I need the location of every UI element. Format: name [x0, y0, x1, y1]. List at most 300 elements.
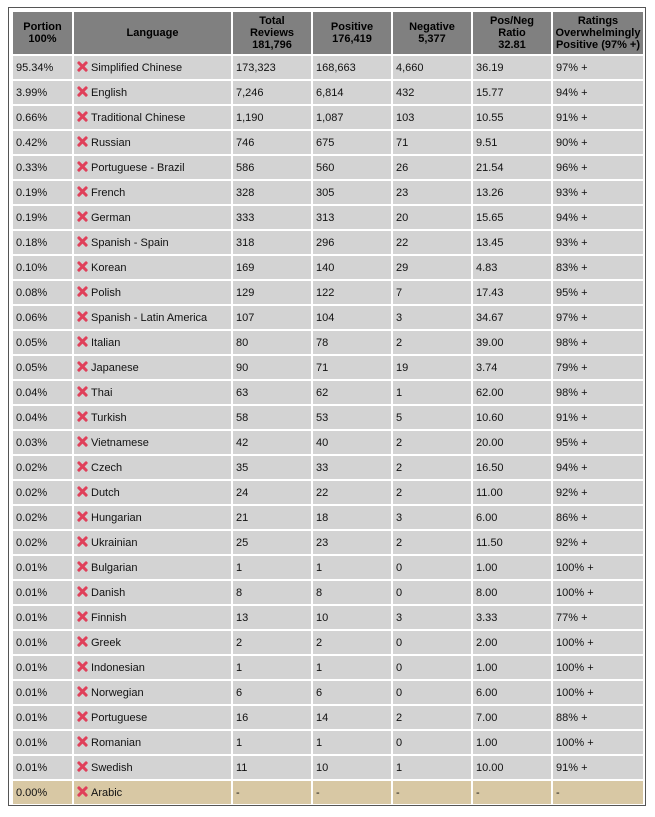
- cell-language: [74, 431, 231, 454]
- cell-rating: 88% +: [553, 706, 643, 729]
- cell-language: [74, 306, 231, 329]
- language-name: Ukrainian: [91, 537, 138, 549]
- column-header-text: 176,419: [332, 33, 372, 45]
- cell-negative: 0: [393, 581, 471, 604]
- language-name: Japanese: [91, 362, 139, 374]
- cell-rating: 100% +: [553, 656, 643, 679]
- table-row: [13, 606, 643, 629]
- cell-language: [74, 506, 231, 529]
- cell-ratio: 13.45: [473, 231, 551, 254]
- cell-total: 80: [233, 331, 311, 354]
- cell-language: [74, 781, 231, 804]
- cell-total: 1: [233, 731, 311, 754]
- cross-mark-icon: [77, 186, 88, 197]
- cell-rating: 94% +: [553, 206, 643, 229]
- cell-total: 16: [233, 706, 311, 729]
- cell-language: [74, 206, 231, 229]
- cell-positive: 14: [313, 706, 391, 729]
- cell-positive: 8: [313, 581, 391, 604]
- cell-negative: 3: [393, 506, 471, 529]
- cell-ratio: 8.00: [473, 581, 551, 604]
- cell-portion: 0.03%: [13, 431, 72, 454]
- table-row: [13, 381, 643, 404]
- cell-ratio: 4.83: [473, 256, 551, 279]
- cell-positive: 40: [313, 431, 391, 454]
- cell-negative: 0: [393, 681, 471, 704]
- cell-portion: 0.01%: [13, 706, 72, 729]
- cell-language: [74, 356, 231, 379]
- cell-rating: 98% +: [553, 331, 643, 354]
- cell-language: [74, 106, 231, 129]
- cell-language: [74, 731, 231, 754]
- cell-ratio: 11.50: [473, 531, 551, 554]
- cell-positive: 1: [313, 731, 391, 754]
- table-row: [13, 206, 643, 229]
- cell-rating: 93% +: [553, 231, 643, 254]
- cell-total: 21: [233, 506, 311, 529]
- cell-portion: 0.02%: [13, 456, 72, 479]
- cell-ratio: 13.26: [473, 181, 551, 204]
- cell-language: [74, 706, 231, 729]
- cross-mark-icon: [77, 711, 88, 722]
- cell-rating: 95% +: [553, 281, 643, 304]
- cell-language: [74, 581, 231, 604]
- cell-positive: 296: [313, 231, 391, 254]
- table-row: [13, 56, 643, 79]
- language-name: Arabic: [91, 787, 123, 799]
- cell-total: 8: [233, 581, 311, 604]
- cell-positive: 2: [313, 631, 391, 654]
- cell-positive: 10: [313, 756, 391, 779]
- cell-portion: 0.19%: [13, 181, 72, 204]
- cell-portion: 0.01%: [13, 581, 72, 604]
- cell-positive: 1: [313, 656, 391, 679]
- language-name: Turkish: [91, 412, 127, 424]
- column-header-text: 32.81: [498, 39, 526, 51]
- cell-rating: 90% +: [553, 131, 643, 154]
- column-header-text: Portion: [23, 21, 62, 33]
- column-header-text: Language: [126, 27, 179, 39]
- cross-mark-icon: [77, 636, 88, 647]
- language-name: Italian: [91, 337, 121, 349]
- cell-positive: 104: [313, 306, 391, 329]
- column-header-portion[interactable]: [13, 12, 72, 54]
- cell-portion: 0.19%: [13, 206, 72, 229]
- cross-mark-icon: [77, 486, 88, 497]
- table-row: [13, 356, 643, 379]
- language-reviews-panel: [8, 7, 646, 806]
- cell-rating: 91% +: [553, 406, 643, 429]
- cell-rating: 98% +: [553, 381, 643, 404]
- table-row: [13, 406, 643, 429]
- language-name: French: [91, 187, 126, 199]
- cell-positive: 18: [313, 506, 391, 529]
- table-row: [13, 681, 643, 704]
- table-row: [13, 106, 643, 129]
- cell-ratio: 2.00: [473, 631, 551, 654]
- column-header-text: 100%: [28, 33, 57, 45]
- cell-portion: 95.34%: [13, 56, 72, 79]
- language-name: Romanian: [91, 737, 142, 749]
- cell-positive: 6,814: [313, 81, 391, 104]
- cell-rating: 77% +: [553, 606, 643, 629]
- cell-portion: 0.04%: [13, 381, 72, 404]
- cell-positive: -: [313, 781, 391, 804]
- cell-portion: 0.01%: [13, 681, 72, 704]
- table-row: [13, 156, 643, 179]
- cross-mark-icon: [77, 561, 88, 572]
- language-name: Korean: [91, 262, 127, 274]
- table-row: [13, 731, 643, 754]
- cell-total: 169: [233, 256, 311, 279]
- cell-rating: -: [553, 781, 643, 804]
- cell-portion: 0.02%: [13, 506, 72, 529]
- cell-language: [74, 231, 231, 254]
- cell-negative: 22: [393, 231, 471, 254]
- language-name: Traditional Chinese: [91, 112, 186, 124]
- cell-negative: 4,660: [393, 56, 471, 79]
- cell-portion: 0.01%: [13, 556, 72, 579]
- cell-language: [74, 681, 231, 704]
- cell-ratio: 16.50: [473, 456, 551, 479]
- cell-ratio: 39.00: [473, 331, 551, 354]
- cell-language: [74, 156, 231, 179]
- cell-negative: 2: [393, 456, 471, 479]
- cell-total: 333: [233, 206, 311, 229]
- cross-mark-icon: [77, 86, 88, 97]
- cell-rating: 94% +: [553, 456, 643, 479]
- cell-total: 129: [233, 281, 311, 304]
- language-name: Thai: [91, 387, 113, 399]
- cross-mark-icon: [77, 461, 88, 472]
- cell-language: [74, 281, 231, 304]
- cell-rating: 94% +: [553, 81, 643, 104]
- cell-positive: 71: [313, 356, 391, 379]
- language-name: Finnish: [91, 612, 127, 624]
- column-header-language[interactable]: [74, 12, 231, 54]
- cross-mark-icon: [77, 111, 88, 122]
- cell-ratio: 62.00: [473, 381, 551, 404]
- language-name: Indonesian: [91, 662, 145, 674]
- cell-rating: 83% +: [553, 256, 643, 279]
- cross-mark-icon: [77, 386, 88, 397]
- cell-portion: 0.01%: [13, 631, 72, 654]
- table-row: [13, 506, 643, 529]
- column-header-text: Positive (97% +): [555, 39, 641, 51]
- cross-mark-icon: [77, 261, 88, 272]
- cell-negative: 0: [393, 631, 471, 654]
- cell-language: [74, 56, 231, 79]
- cell-negative: 432: [393, 81, 471, 104]
- cell-negative: 1: [393, 381, 471, 404]
- cell-negative: 19: [393, 356, 471, 379]
- cell-total: 1,190: [233, 106, 311, 129]
- cell-rating: 100% +: [553, 681, 643, 704]
- table-row: [13, 531, 643, 554]
- cell-language: [74, 256, 231, 279]
- cell-rating: 96% +: [553, 156, 643, 179]
- table-row: [13, 431, 643, 454]
- cell-ratio: 36.19: [473, 56, 551, 79]
- cell-negative: 2: [393, 531, 471, 554]
- cell-portion: 0.02%: [13, 481, 72, 504]
- cell-language: [74, 381, 231, 404]
- column-header-text: 5,377: [418, 33, 446, 45]
- language-name: English: [91, 87, 128, 99]
- cell-rating: 91% +: [553, 106, 643, 129]
- language-reviews-table: [11, 10, 645, 806]
- language-name: Greek: [91, 637, 121, 649]
- cross-mark-icon: [77, 661, 88, 672]
- cell-portion: 0.05%: [13, 331, 72, 354]
- table-row: [13, 656, 643, 679]
- cell-rating: 95% +: [553, 431, 643, 454]
- cell-rating: 100% +: [553, 731, 643, 754]
- language-name: Czech: [91, 462, 123, 474]
- table-row: [13, 181, 643, 204]
- cell-ratio: 17.43: [473, 281, 551, 304]
- table-row: [13, 131, 643, 154]
- column-header-text: Reviews: [249, 27, 295, 39]
- cross-mark-icon: [77, 161, 88, 172]
- cell-total: 13: [233, 606, 311, 629]
- language-name: Dutch: [91, 487, 120, 499]
- cell-language: [74, 456, 231, 479]
- language-name: Portuguese - Brazil: [91, 162, 185, 174]
- cell-rating: 100% +: [553, 581, 643, 604]
- cell-language: [74, 656, 231, 679]
- cell-ratio: 3.33: [473, 606, 551, 629]
- cell-ratio: 9.51: [473, 131, 551, 154]
- cell-ratio: 10.60: [473, 406, 551, 429]
- column-header-negative[interactable]: [393, 12, 471, 54]
- cell-positive: 675: [313, 131, 391, 154]
- cell-portion: 0.00%: [13, 781, 72, 804]
- table-row: [13, 306, 643, 329]
- cell-total: 63: [233, 381, 311, 404]
- cross-mark-icon: [77, 536, 88, 547]
- cell-negative: 0: [393, 656, 471, 679]
- cell-total: 90: [233, 356, 311, 379]
- cell-total: 58: [233, 406, 311, 429]
- cell-ratio: 20.00: [473, 431, 551, 454]
- cell-positive: 140: [313, 256, 391, 279]
- cell-portion: 0.33%: [13, 156, 72, 179]
- table-row: [13, 331, 643, 354]
- cell-positive: 6: [313, 681, 391, 704]
- cell-total: 25: [233, 531, 311, 554]
- cell-total: 1: [233, 556, 311, 579]
- cell-negative: 71: [393, 131, 471, 154]
- cell-total: 318: [233, 231, 311, 254]
- language-name: Hungarian: [91, 512, 142, 524]
- cell-ratio: 6.00: [473, 506, 551, 529]
- language-name: Portuguese: [91, 712, 148, 724]
- cell-negative: 0: [393, 731, 471, 754]
- cell-positive: 22: [313, 481, 391, 504]
- cell-negative: 1: [393, 756, 471, 779]
- table-row: [13, 781, 643, 804]
- language-name: Polish: [91, 287, 121, 299]
- cell-language: [74, 406, 231, 429]
- cross-mark-icon: [77, 336, 88, 347]
- column-header-positive[interactable]: [313, 12, 391, 54]
- cell-language: [74, 131, 231, 154]
- cell-negative: 29: [393, 256, 471, 279]
- cell-ratio: 3.74: [473, 356, 551, 379]
- cell-negative: -: [393, 781, 471, 804]
- cell-negative: 5: [393, 406, 471, 429]
- cross-mark-icon: [77, 286, 88, 297]
- cell-language: [74, 531, 231, 554]
- cell-ratio: 15.65: [473, 206, 551, 229]
- cross-mark-icon: [77, 611, 88, 622]
- cell-total: 6: [233, 681, 311, 704]
- cross-mark-icon: [77, 411, 88, 422]
- cross-mark-icon: [77, 511, 88, 522]
- cell-positive: 10: [313, 606, 391, 629]
- cell-rating: 97% +: [553, 306, 643, 329]
- cell-positive: 305: [313, 181, 391, 204]
- cell-negative: 2: [393, 481, 471, 504]
- cell-positive: 122: [313, 281, 391, 304]
- cell-language: [74, 181, 231, 204]
- cell-total: 11: [233, 756, 311, 779]
- cell-ratio: 1.00: [473, 556, 551, 579]
- cell-language: [74, 756, 231, 779]
- cell-portion: 0.01%: [13, 731, 72, 754]
- cell-portion: 0.06%: [13, 306, 72, 329]
- table-row: [13, 481, 643, 504]
- cell-language: [74, 481, 231, 504]
- cell-ratio: 6.00: [473, 681, 551, 704]
- cell-negative: 7: [393, 281, 471, 304]
- column-header-text: Total: [259, 15, 285, 27]
- cell-portion: 0.05%: [13, 356, 72, 379]
- cell-positive: 78: [313, 331, 391, 354]
- column-header-text: Pos/Neg: [489, 15, 534, 27]
- cell-rating: 79% +: [553, 356, 643, 379]
- cell-total: -: [233, 781, 311, 804]
- cell-positive: 313: [313, 206, 391, 229]
- cell-total: 42: [233, 431, 311, 454]
- table-header-row: [13, 12, 643, 54]
- cell-portion: 0.08%: [13, 281, 72, 304]
- cell-total: 35: [233, 456, 311, 479]
- cross-mark-icon: [77, 61, 88, 72]
- column-header-total-reviews[interactable]: [233, 12, 311, 54]
- table-row: [13, 256, 643, 279]
- column-header-pos-neg-ratio[interactable]: [473, 12, 551, 54]
- cell-portion: 0.02%: [13, 531, 72, 554]
- cell-rating: 92% +: [553, 531, 643, 554]
- table-row: [13, 231, 643, 254]
- cell-ratio: 15.77: [473, 81, 551, 104]
- cell-portion: 0.01%: [13, 606, 72, 629]
- cell-positive: 168,663: [313, 56, 391, 79]
- cell-portion: 0.10%: [13, 256, 72, 279]
- cell-ratio: 21.54: [473, 156, 551, 179]
- column-header-text: 181,796: [252, 39, 292, 51]
- cell-total: 107: [233, 306, 311, 329]
- cell-total: 328: [233, 181, 311, 204]
- cell-total: 173,323: [233, 56, 311, 79]
- cell-rating: 100% +: [553, 556, 643, 579]
- cell-total: 7,246: [233, 81, 311, 104]
- cell-positive: 62: [313, 381, 391, 404]
- table-row: [13, 706, 643, 729]
- cell-portion: 0.01%: [13, 656, 72, 679]
- table-row: [13, 81, 643, 104]
- cell-negative: 26: [393, 156, 471, 179]
- cell-portion: 0.66%: [13, 106, 72, 129]
- cell-rating: 100% +: [553, 631, 643, 654]
- language-name: Norwegian: [91, 687, 144, 699]
- cell-positive: 560: [313, 156, 391, 179]
- cell-rating: 86% +: [553, 506, 643, 529]
- cell-portion: 0.01%: [13, 756, 72, 779]
- cell-rating: 97% +: [553, 56, 643, 79]
- cell-positive: 33: [313, 456, 391, 479]
- cell-portion: 0.04%: [13, 406, 72, 429]
- cross-mark-icon: [77, 311, 88, 322]
- column-header-text: Positive: [330, 21, 374, 33]
- column-header-text: Overwhelmingly: [555, 27, 641, 39]
- cell-ratio: 34.67: [473, 306, 551, 329]
- cell-rating: 93% +: [553, 181, 643, 204]
- cross-mark-icon: [77, 436, 88, 447]
- column-header-text: Ratings: [577, 15, 619, 27]
- cell-ratio: 7.00: [473, 706, 551, 729]
- cross-mark-icon: [77, 686, 88, 697]
- cell-portion: 0.42%: [13, 131, 72, 154]
- cross-mark-icon: [77, 736, 88, 747]
- cell-negative: 3: [393, 606, 471, 629]
- table-row: [13, 556, 643, 579]
- column-header-rating[interactable]: [553, 12, 643, 54]
- cell-language: [74, 606, 231, 629]
- language-name: Russian: [91, 137, 131, 149]
- cell-negative: 0: [393, 556, 471, 579]
- cell-positive: 23: [313, 531, 391, 554]
- cell-portion: 3.99%: [13, 81, 72, 104]
- language-name: Simplified Chinese: [91, 62, 183, 74]
- cell-negative: 103: [393, 106, 471, 129]
- language-name: Swedish: [91, 762, 133, 774]
- cell-ratio: 10.55: [473, 106, 551, 129]
- cell-positive: 1: [313, 556, 391, 579]
- cell-portion: 0.18%: [13, 231, 72, 254]
- table-row: [13, 756, 643, 779]
- cell-total: 746: [233, 131, 311, 154]
- cell-ratio: -: [473, 781, 551, 804]
- cell-negative: 3: [393, 306, 471, 329]
- cell-ratio: 1.00: [473, 656, 551, 679]
- cell-language: [74, 556, 231, 579]
- cell-ratio: 11.00: [473, 481, 551, 504]
- cell-language: [74, 81, 231, 104]
- language-name: Danish: [91, 587, 126, 599]
- cell-positive: 1,087: [313, 106, 391, 129]
- cell-negative: 20: [393, 206, 471, 229]
- cell-total: 1: [233, 656, 311, 679]
- language-name: Vietnamese: [91, 437, 149, 449]
- cross-mark-icon: [77, 136, 88, 147]
- cross-mark-icon: [77, 761, 88, 772]
- cell-negative: 2: [393, 331, 471, 354]
- language-name: Spanish - Spain: [91, 237, 169, 249]
- cross-mark-icon: [77, 586, 88, 597]
